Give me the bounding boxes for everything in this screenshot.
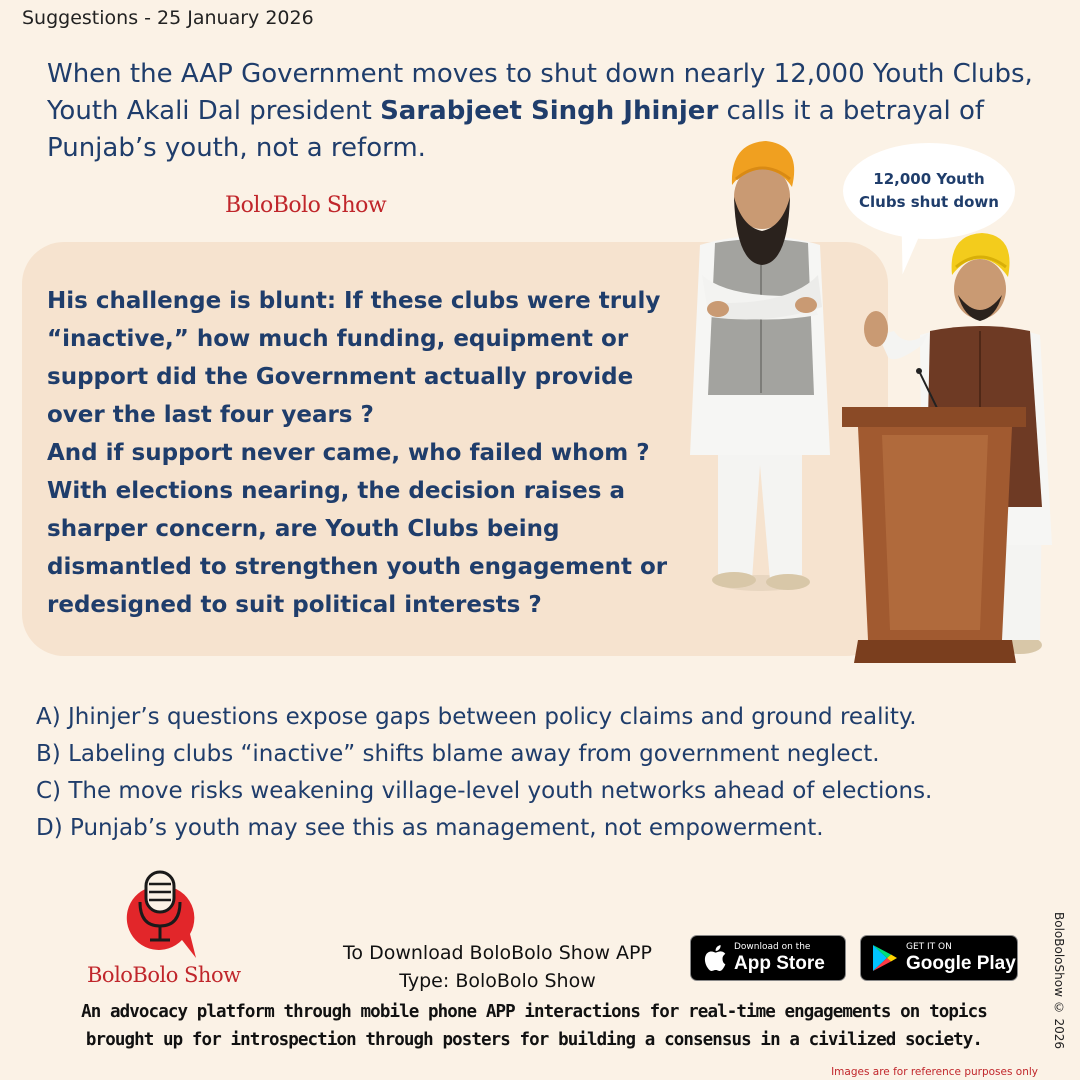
challenge-paragraph-1: His challenge is blunt: If these clubs were truly “inactive,” how much funding, equipment or support did the Government actually provide over the last four years ? — [47, 288, 661, 428]
google-play-big-text: Google Play — [906, 952, 1016, 974]
copyright-vertical: BoloBoloShow © 2026 — [1052, 912, 1066, 1050]
tagline-line2: brought up for introspection through posters for building a consensus in a civilized society. — [85, 1030, 983, 1050]
play-icon — [871, 943, 899, 973]
microphone-logo-icon — [118, 868, 202, 960]
download-line2: Type: BoloBolo Show — [399, 970, 596, 992]
podium — [842, 407, 1026, 663]
google-play-button[interactable] — [860, 935, 1018, 981]
brand-wordmark-top: BoloBolo Show — [225, 193, 387, 218]
challenge-text — [47, 282, 697, 624]
speech-bubble-line1: 12,000 Youth — [873, 170, 985, 188]
tagline — [14, 998, 1054, 1054]
app-store-small-text: Download on the — [734, 941, 811, 952]
download-line1: To Download BoloBolo Show APP — [343, 942, 652, 964]
option-b[interactable]: B) Labeling clubs “inactive” shifts blame away from government neglect. — [36, 741, 880, 767]
tagline-line1: An advocacy platform through mobile phone APP interactions for real-time engagements on topics — [81, 1002, 987, 1022]
standing-man-figure — [690, 141, 830, 591]
download-instructions — [320, 939, 675, 995]
date-line: Suggestions - 25 January 2026 — [22, 7, 314, 29]
options-list — [36, 699, 1046, 847]
headline-part2: calls it a betrayal of Punjab’s youth, not a reform. — [47, 96, 985, 163]
google-play-small-text: GET IT ON — [906, 941, 952, 952]
disclaimer: Images are for reference purposes only — [831, 1066, 1038, 1078]
challenge-paragraph-3: With elections nearing, the decision raises a sharper concern, are Youth Clubs being dismantled to strengthen youth engagement or redesigned to suit political interests ? — [47, 478, 668, 618]
headline-name: Sarabjeet Singh Jhinjer — [380, 96, 719, 126]
challenge-paragraph-2: And if support never came, who failed whom ? — [47, 440, 650, 466]
app-store-button[interactable] — [690, 935, 846, 981]
apple-icon — [701, 943, 727, 973]
option-d[interactable]: D) Punjab’s youth may see this as management, not empowerment. — [36, 815, 824, 841]
app-store-big-text: App Store — [734, 952, 825, 974]
brand-wordmark-bottom: BoloBolo Show — [87, 963, 241, 987]
option-c[interactable]: C) The move risks weakening village-level youth networks ahead of elections. — [36, 778, 933, 804]
headline-part1: When the AAP Government moves to shut down nearly 12,000 Youth Clubs, Youth Akali Dal president — [47, 59, 1033, 126]
option-a[interactable]: A) Jhinjer’s questions expose gaps between policy claims and ground reality. — [36, 704, 917, 730]
speech-bubble-line2: Clubs shut down — [859, 193, 999, 211]
speech-bubble — [843, 143, 1015, 239]
